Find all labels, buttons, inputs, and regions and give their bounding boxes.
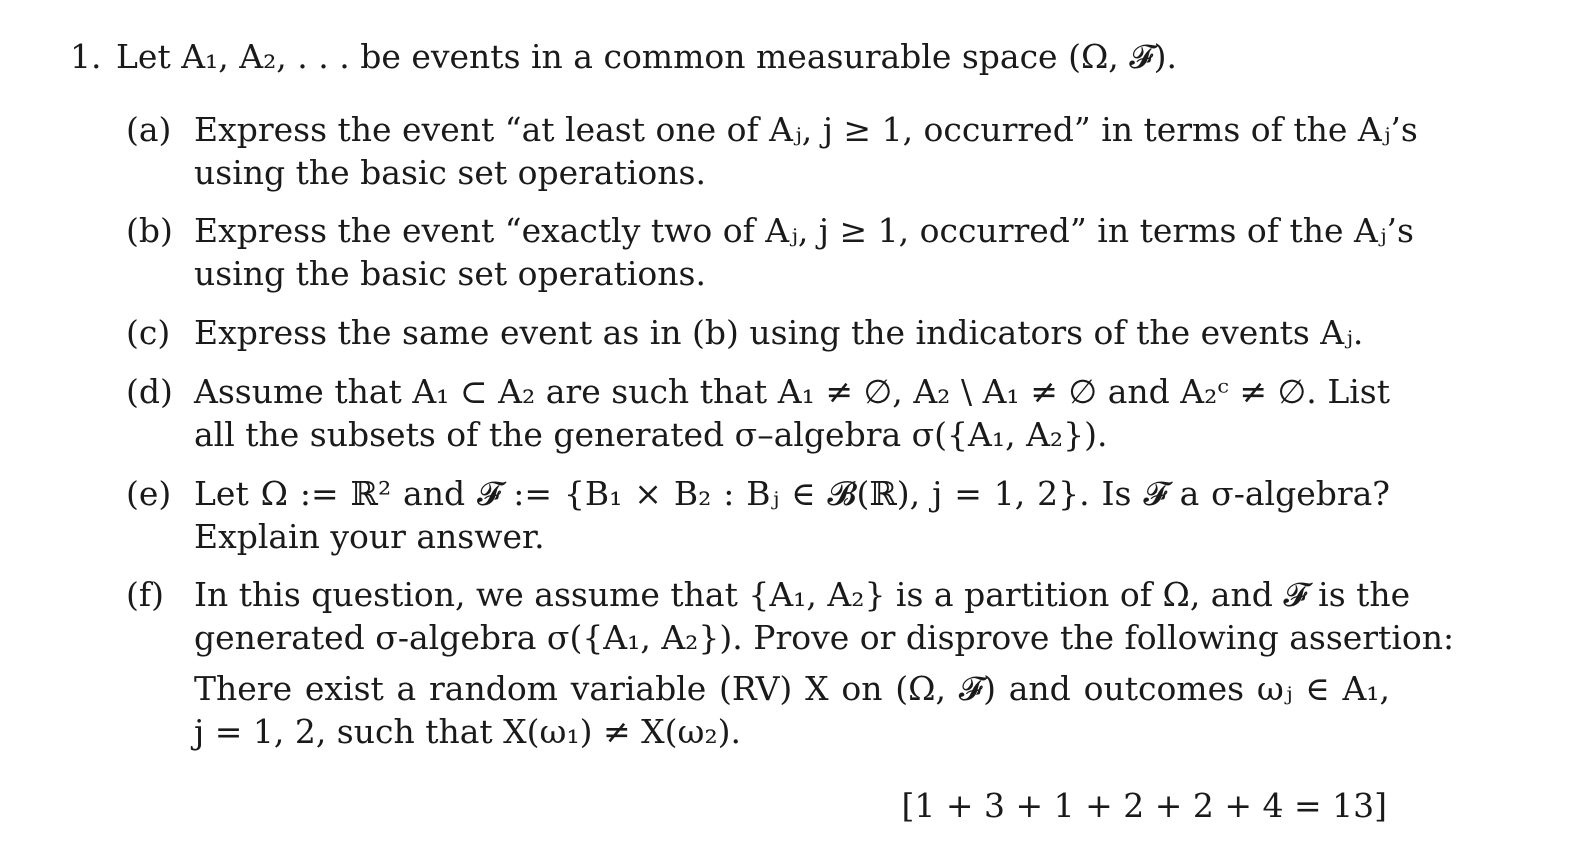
text-line: In this question, we assume that {A₁, A₂} is a partition of Ω, and 𝓕 is the [194, 575, 1411, 614]
subquestion-f [126, 573, 1455, 753]
text-line: using the basic set operations. [194, 153, 706, 192]
subquestion-text [194, 472, 1390, 558]
subquestion-e [126, 472, 1390, 558]
text-line: j = 1, 2, such that X(ω₁) ≠ X(ω₂). [194, 712, 742, 751]
subquestion-label: (c) [126, 313, 171, 352]
subquestion-text [194, 311, 1390, 354]
subquestion-label: (a) [126, 110, 172, 149]
question-number: 1. [70, 37, 102, 76]
subquestion-label: (f) [126, 575, 164, 614]
text-line: Express the same event as in (b) using the indicators of the events Aⱼ. [194, 313, 1364, 352]
question-heading [70, 34, 1177, 80]
text-line: Assume that A₁ ⊂ A₂ are such that A₁ ≠ ∅, A₂ \ A₁ ≠ ∅ and A₂ᶜ ≠ ∅. List [194, 372, 1390, 411]
text-line: There exist a random variable (RV) X on (Ω, 𝓕) and outcomes ωⱼ ∈ A₁, [194, 669, 1390, 708]
subquestion-label: (d) [126, 372, 173, 411]
subquestion-label: (e) [126, 474, 172, 513]
marks-total: [1 + 3 + 1 + 2 + 2 + 4 = 13] [901, 786, 1387, 825]
subquestion-text [194, 209, 1414, 295]
text-line: all the subsets of the generated σ–algebra σ({A₁, A₂}). [194, 415, 1108, 454]
text-line: Express the event “at least one of Aⱼ, j ≥ 1, occurred” in terms of the Aⱼ’s [194, 110, 1418, 149]
text-line: generated σ-algebra σ({A₁, A₂}). Prove or disprove the following assertion: [194, 618, 1455, 657]
text-line: using the basic set operations. [194, 254, 706, 293]
subquestion-text [194, 573, 1455, 753]
text-line: Explain your answer. [194, 517, 545, 556]
subquestion-text [194, 108, 1418, 194]
question-intro: Let A₁, A₂, . . . be events in a common measurable space (Ω, 𝓕). [116, 37, 1178, 76]
subquestion-b [126, 209, 1414, 295]
assertion-paragraph [194, 667, 1390, 753]
text-line: Let Ω := ℝ² and 𝓕 := {B₁ × B₂ : Bⱼ ∈ 𝓑(ℝ), j = 1, 2}. Is 𝓕 a σ-algebra? [194, 474, 1390, 513]
subquestion-label: (b) [126, 211, 173, 250]
subquestion-c [126, 311, 1390, 354]
subquestion-text [194, 370, 1390, 456]
subquestion-d [126, 370, 1390, 456]
text-line: Express the event “exactly two of Aⱼ, j ≥ 1, occurred” in terms of the Aⱼ’s [194, 211, 1414, 250]
subquestion-a [126, 108, 1418, 194]
